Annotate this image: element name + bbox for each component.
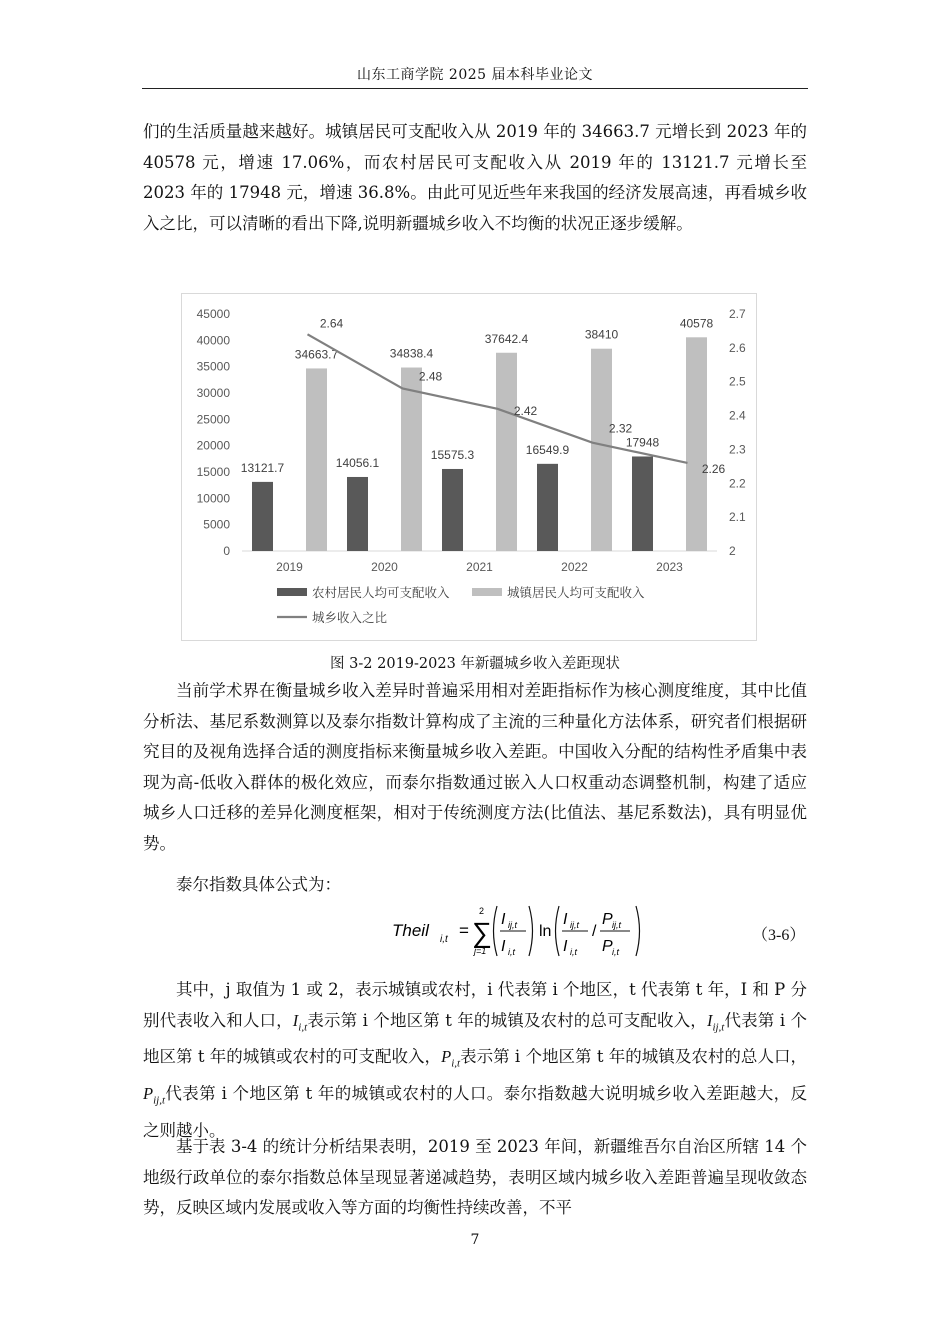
paren-left-2-icon <box>556 906 560 956</box>
y-left-tick-label: 35000 <box>196 359 230 374</box>
header-rule <box>142 88 808 89</box>
income-chart <box>181 293 757 641</box>
y-right-tick-label: 2.2 <box>729 476 746 491</box>
rural-bar <box>252 482 273 551</box>
rural-data-label: 13121.7 <box>240 460 285 475</box>
frac3-num-sub: ij,t <box>612 920 621 930</box>
formula-sum-top: 2 <box>479 906 485 916</box>
y-left-tick-label: 10000 <box>196 491 230 506</box>
ratio-data-label: 2.64 <box>319 316 344 331</box>
frac1-den: I <box>501 938 506 955</box>
legend-rural-label: 农村居民人均可支配收入 <box>312 586 450 600</box>
urban-bar <box>686 337 707 551</box>
y-left-tick-label: 30000 <box>196 386 230 400</box>
formula-sum-icon: ∑ <box>472 917 492 948</box>
y-right-tick-label: 2.7 <box>729 307 746 321</box>
rural-data-label: 15575.3 <box>430 447 475 462</box>
rural-data-label: 17948 <box>625 435 660 450</box>
page-header: 山东工商学院 2025 届本科毕业论文 <box>356 67 594 83</box>
ratio-data-label: 2.48 <box>418 369 443 384</box>
y-right-tick-label: 2.6 <box>729 340 746 355</box>
rural-bar <box>442 469 463 551</box>
y-left-tick-label: 0 <box>223 544 230 558</box>
p4-text-d: 表示第 i 个地区第 t 年的城镇及农村的总人口， <box>460 1047 808 1067</box>
y-left-tick-label: 5000 <box>203 517 230 532</box>
paren-right-icon <box>529 906 533 956</box>
frac3-num: P <box>602 911 613 928</box>
ratio-data-label: 2.42 <box>513 403 538 418</box>
frac3-den: P <box>602 938 613 955</box>
rural-bar <box>347 477 368 551</box>
symbol-P-ijt: $P_{ij,t}$ <box>143 1084 166 1107</box>
paragraph-3: 泰尔指数具体公式为： <box>176 875 341 894</box>
symbol-P-it: $P_{i,t}$ <box>441 1047 461 1070</box>
rural-bar <box>537 464 558 551</box>
y-left-tick-label: 20000 <box>196 438 230 453</box>
paren-left-icon <box>494 906 498 956</box>
formula-lhs: Theil <box>392 921 429 940</box>
paren-right-2-icon <box>636 906 640 956</box>
y-right-tick-label: 2.5 <box>729 374 746 389</box>
formula-svg <box>390 900 660 966</box>
ratio-data-label: 2.26 <box>701 461 726 476</box>
frac2-den: I <box>563 938 568 955</box>
symbol-I-ijt: $I_{ij,t}$ <box>706 1010 725 1033</box>
formula-equals: = <box>459 921 469 940</box>
frac3-den-sub: i,t <box>612 947 620 957</box>
p4-text-a: 其中，j 取值为 1 或 2，表示城镇或农村，i 代表第 i 个地区，t 代表第 t 年，I 和 P 分别代表收入和人口， <box>143 980 807 1030</box>
p4-text-c: 代表第 i 个地区第 t 年的城镇或农村的可支配收入， <box>143 1010 807 1067</box>
y-left-tick-label: 15000 <box>196 465 230 479</box>
paragraph-5: 基于表 3-4 的统计分析结果表明，2019 至 2023 年间，新疆维吾尔自治区所辖 14 个地级行政单位的泰尔指数总体呈现显著递减趋势，表明区域内城乡收入差距普遍呈现收敛态势，反映区域内发展或收入等方面的均衡性持续改善，不平 <box>143 1137 807 1217</box>
frac1-num: I <box>501 911 506 928</box>
frac2-num-sub: ij,t <box>570 920 579 930</box>
frac1-num-sub: ij,t <box>508 920 517 930</box>
equation-number: （3-6） <box>752 927 806 944</box>
chart-svg <box>182 294 756 640</box>
frac2-num: I <box>563 911 568 928</box>
y-right-tick-label: 2.1 <box>729 510 746 525</box>
urban-data-label: 34838.4 <box>389 346 434 361</box>
rural-data-label: 16549.9 <box>525 442 570 457</box>
y-right-tick-label: 2.3 <box>729 442 746 457</box>
y-right-tick-label: 2.4 <box>729 408 746 423</box>
formula-sum-bottom: j=1 <box>474 946 487 956</box>
legend-ratio-label: 城乡收入之比 <box>312 611 388 625</box>
x-tick-label: 2023 <box>656 560 683 574</box>
p4-text-e: 代表第 i 个地区第 t 年的城镇或农村的人口。泰尔指数越大说明城乡收入差距越大，反之则越小。 <box>143 1084 807 1140</box>
rural-bar <box>632 456 653 551</box>
y-left-tick-label: 25000 <box>196 412 230 427</box>
urban-data-label: 40578 <box>679 316 714 331</box>
urban-bar <box>591 349 612 551</box>
formula-ln: ln <box>539 923 552 940</box>
paragraph-2: 当前学术界在衡量城乡收入差异时普遍采用相对差距指标作为核心测度维度，其中比值分析法、基尼系数测算以及泰尔指数计算构成了主流的三种量化方法体系，研究者们根据研究目的及视角选择合适的测度指标来衡量城乡收入差距。中国收入分配的结构性矛盾集中表现为高-低收入群体的极化效应，而泰尔指数通过嵌入人口权重动态调整机制，构建了适应城乡人口迁移的差异化测度框架，相对于传统测度方法(比值法、基尼系数法)，具有明显优势。 <box>143 681 807 853</box>
urban-data-label: 37642.4 <box>484 331 529 346</box>
legend-urban-label: 城镇居民人均可支配收入 <box>507 586 645 600</box>
paragraph-4 <box>143 975 807 1146</box>
urban-data-label: 34663.7 <box>294 347 339 362</box>
y-left-tick-label: 40000 <box>196 333 230 348</box>
x-tick-label: 2021 <box>466 560 493 574</box>
urban-bar <box>496 353 517 551</box>
y-left-tick-label: 45000 <box>196 307 230 321</box>
frac2-den-sub: i,t <box>570 947 578 957</box>
figure-caption: 图 3-2 2019-2023 年新疆城乡收入差距现状 <box>330 656 620 672</box>
legend-rural-swatch <box>277 588 307 596</box>
formula-lhs-sub: i,t <box>440 934 448 945</box>
urban-bar <box>401 368 422 551</box>
formula-slash: / <box>592 923 597 940</box>
x-tick-label: 2019 <box>276 560 303 574</box>
x-tick-label: 2020 <box>371 560 398 574</box>
x-tick-label: 2022 <box>561 560 588 574</box>
p4-text-b: 表示第 i 个地区第 t 年的城镇及农村的总可支配收入， <box>307 1010 707 1030</box>
paragraph-1: 们的生活质量越来越好。城镇居民可支配收入从 2019 年的 34663.7 元增长到 2023 年的 40578 元，增速 17.06%，而农村居民可支配收入从 2019 年的 13121.7 元增长至 2023 年的 17948 元，增速 36.8%。由此可见近些年来我国的经济发展高速，再看城乡收入之比，可以清晰的看出下降,说明新疆城乡收入不均衡的状况正逐步缓解。 <box>143 122 807 233</box>
symbol-I-it: $I_{i,t}$ <box>292 1010 308 1033</box>
ratio-data-label: 2.32 <box>608 421 633 436</box>
y-right-tick-label: 2 <box>729 544 736 558</box>
urban-data-label: 38410 <box>584 327 619 342</box>
urban-bar <box>306 368 327 551</box>
theil-formula <box>390 900 660 966</box>
page-number: 7 <box>470 1232 480 1248</box>
legend-urban-swatch <box>472 588 502 596</box>
frac1-den-sub: i,t <box>508 947 516 957</box>
rural-data-label: 14056.1 <box>335 455 380 470</box>
